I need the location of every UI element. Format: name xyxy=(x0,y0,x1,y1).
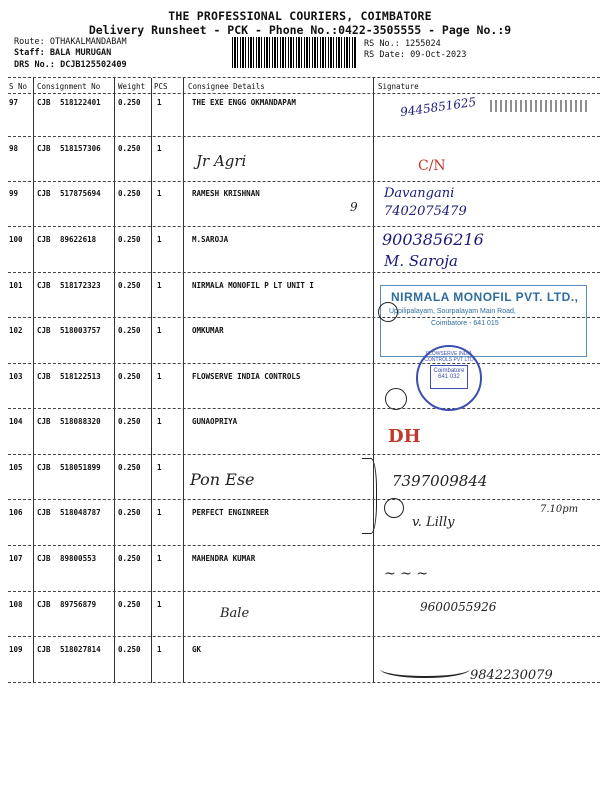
row-sno: 101 xyxy=(9,281,23,290)
row-pcs: 1 xyxy=(157,508,162,517)
column-divider xyxy=(114,78,115,683)
row-consignment: 518122401 xyxy=(60,98,101,107)
row-sno: 104 xyxy=(9,417,23,426)
row-consignment: 518172323 xyxy=(60,281,101,290)
seal-ring-text: FLOWSERVE INDIA CONTROLS PVT LTD xyxy=(424,351,474,363)
row-pcs: 1 xyxy=(157,189,162,198)
row-rule xyxy=(8,545,600,546)
row-sno: 100 xyxy=(9,235,23,244)
row-sno: 97 xyxy=(9,98,19,107)
staff-value: BALA MURUGAN xyxy=(49,48,112,58)
row-rule xyxy=(8,408,600,409)
col-signature: Signature xyxy=(378,82,419,91)
route-value: OTHAKALMANDABAM xyxy=(49,37,127,47)
row-pcs: 1 xyxy=(157,281,162,290)
company-seal xyxy=(416,345,482,411)
stamp-address-1: Uppilipalayam, Sourpalayam Main Road, xyxy=(389,308,516,315)
row-sno: 109 xyxy=(9,645,23,654)
handwritten-signature: M. Saroja xyxy=(384,252,458,270)
handwritten-signature: 9445851625 xyxy=(399,94,477,120)
row-weight: 0.250 xyxy=(118,235,141,244)
stamp-company-name: NIRMALA MONOFIL PVT. LTD., xyxy=(391,290,579,304)
rs-no-value: 1255024 xyxy=(404,39,441,49)
row-consignment: 518122513 xyxy=(60,372,101,381)
row-rule xyxy=(8,136,600,137)
row-sno: 106 xyxy=(9,508,23,517)
signature-stroke xyxy=(380,660,470,678)
row-consignee: THE EXE ENGG OKMANDAPAM xyxy=(192,98,296,107)
row-prefix: CJB xyxy=(37,98,51,107)
col-consignee: Consignee Details xyxy=(188,82,265,91)
row-rule xyxy=(8,636,600,637)
circled-mark xyxy=(384,498,404,518)
row-weight: 0.250 xyxy=(118,417,141,426)
row-pcs: 1 xyxy=(157,144,162,153)
bracket-mark xyxy=(362,458,377,534)
row-pcs: 1 xyxy=(157,372,162,381)
row-pcs: 1 xyxy=(157,417,162,426)
row-rule xyxy=(8,363,600,364)
row-consignee: RAMESH KRISHNAN xyxy=(192,189,260,198)
row-pcs: 1 xyxy=(157,554,162,563)
column-divider xyxy=(183,78,184,683)
row-prefix: CJB xyxy=(37,417,51,426)
row-consignment: 518088320 xyxy=(60,417,101,426)
barcode xyxy=(232,37,356,68)
row-weight: 0.250 xyxy=(118,554,141,563)
row-sno: 99 xyxy=(9,189,19,198)
company-stamp xyxy=(380,285,587,357)
handwritten-phone: 7397009844 xyxy=(392,472,488,490)
row-consignee: OMKUMAR xyxy=(192,326,224,335)
circled-mark xyxy=(385,388,407,410)
stamp-address-2: Coimbatore - 641 015 xyxy=(431,320,499,327)
handwritten-signature: C/N xyxy=(418,158,446,174)
handwritten-phone: 7402075479 xyxy=(384,204,467,219)
row-consignee: FLOWSERVE INDIA CONTROLS xyxy=(192,372,301,381)
row-consignment: 517875694 xyxy=(60,189,101,198)
circled-mark xyxy=(378,302,398,322)
seal-center xyxy=(430,365,468,389)
row-weight: 0.250 xyxy=(118,372,141,381)
row-prefix: CJB xyxy=(37,554,51,563)
row-consignment: 89800553 xyxy=(60,554,97,563)
header-top-rule xyxy=(8,77,600,78)
row-weight: 0.250 xyxy=(118,508,141,517)
row-sno: 108 xyxy=(9,600,23,609)
row-weight: 0.250 xyxy=(118,645,141,654)
row-pcs: 1 xyxy=(157,235,162,244)
handwritten-note: Jr Agri xyxy=(196,152,247,170)
staff-line xyxy=(14,47,111,59)
row-prefix: CJB xyxy=(37,281,51,290)
row-pcs: 1 xyxy=(157,463,162,472)
row-prefix: CJB xyxy=(37,645,51,654)
row-prefix: CJB xyxy=(37,372,51,381)
col-weight: Weight xyxy=(118,82,146,91)
handwritten-signature: Davangani xyxy=(384,186,455,201)
row-sno: 102 xyxy=(9,326,23,335)
row-consignment: 518027814 xyxy=(60,645,101,654)
column-divider xyxy=(33,78,34,683)
row-rule xyxy=(8,454,600,455)
company-title: THE PROFESSIONAL COURIERS, COIMBATORE xyxy=(168,9,432,23)
column-divider xyxy=(151,78,152,683)
row-consignment: 518157306 xyxy=(60,144,101,153)
handwritten-time: 7.10pm xyxy=(540,504,579,515)
row-weight: 0.250 xyxy=(118,463,141,472)
column-divider xyxy=(373,78,374,683)
row-prefix: CJB xyxy=(37,463,51,472)
row-weight: 0.250 xyxy=(118,326,141,335)
row-prefix: CJB xyxy=(37,144,51,153)
col-consignment: Consignment No xyxy=(37,82,101,91)
handwritten-signature: ~ ~ ~ xyxy=(384,566,429,582)
row-rule xyxy=(8,591,600,592)
row-weight: 0.250 xyxy=(118,600,141,609)
scribble-mark xyxy=(490,100,590,112)
handwritten-note: Bale xyxy=(220,606,250,621)
rs-date-value: 09-Oct-2023 xyxy=(410,50,467,60)
row-prefix: CJB xyxy=(37,235,51,244)
col-sno: S No xyxy=(9,82,28,91)
header-bottom-rule xyxy=(8,93,600,94)
row-prefix: CJB xyxy=(37,189,51,198)
row-pcs: 1 xyxy=(157,98,162,107)
row-pcs: 1 xyxy=(157,326,162,335)
row-consignment: 518051899 xyxy=(60,463,101,472)
row-rule xyxy=(8,272,600,273)
row-rule xyxy=(8,499,600,500)
row-prefix: CJB xyxy=(37,326,51,335)
row-sno: 105 xyxy=(9,463,23,472)
drs-value: DCJB125502409 xyxy=(60,60,127,70)
row-consignment: 89622618 xyxy=(60,235,97,244)
row-consignment: 518003757 xyxy=(60,326,101,335)
staff-label: Staff: xyxy=(14,48,45,58)
row-pcs: 1 xyxy=(157,600,162,609)
row-weight: 0.250 xyxy=(118,189,141,198)
row-prefix: CJB xyxy=(37,600,51,609)
seal-pin: 641 032 xyxy=(438,374,460,380)
row-consignee: NIRMALA MONOFIL P LT UNIT I xyxy=(192,281,314,290)
rs-date-line xyxy=(364,49,466,61)
route-label: Route: xyxy=(14,37,45,47)
row-prefix: CJB xyxy=(37,508,51,517)
row-consignment: 518048787 xyxy=(60,508,101,517)
drs-line xyxy=(14,59,127,71)
row-sno: 98 xyxy=(9,144,19,153)
row-weight: 0.250 xyxy=(118,281,141,290)
handwritten-phone: 9842230079 xyxy=(470,668,553,683)
row-consignment: 89756879 xyxy=(60,600,97,609)
row-sno: 103 xyxy=(9,372,23,381)
drs-label: DRS No.: xyxy=(14,60,55,70)
row-consignee: GUNAOPRIYA xyxy=(192,417,238,426)
row-rule xyxy=(8,181,600,182)
rs-date-label: RS Date: xyxy=(364,50,405,60)
handwritten-signature: DH xyxy=(388,426,421,447)
handwritten-phone: 9003856216 xyxy=(382,230,484,249)
row-sno: 107 xyxy=(9,554,23,563)
handwritten-note: Pon Ese xyxy=(190,470,255,489)
runsheet-subtitle: Delivery Runsheet - PCK - Phone No.:0422-3505555 - Page No.:9 xyxy=(88,23,512,37)
row-weight: 0.250 xyxy=(118,98,141,107)
rs-no-label: RS No.: xyxy=(364,39,400,49)
row-weight: 0.250 xyxy=(118,144,141,153)
row-rule xyxy=(8,226,600,227)
handwritten-note: 9 xyxy=(350,200,358,214)
row-pcs: 1 xyxy=(157,645,162,654)
row-consignee: GK xyxy=(192,645,202,654)
seal-city: Coimbatore xyxy=(433,368,465,374)
row-consignee: M.SAROJA xyxy=(192,235,229,244)
row-consignee: PERFECT ENGINREER xyxy=(192,508,269,517)
handwritten-phone: 9600055926 xyxy=(420,600,497,614)
row-consignee: MAHENDRA KUMAR xyxy=(192,554,256,563)
handwritten-signature: v. Lilly xyxy=(412,515,455,530)
col-pcs: PCS xyxy=(154,82,168,91)
